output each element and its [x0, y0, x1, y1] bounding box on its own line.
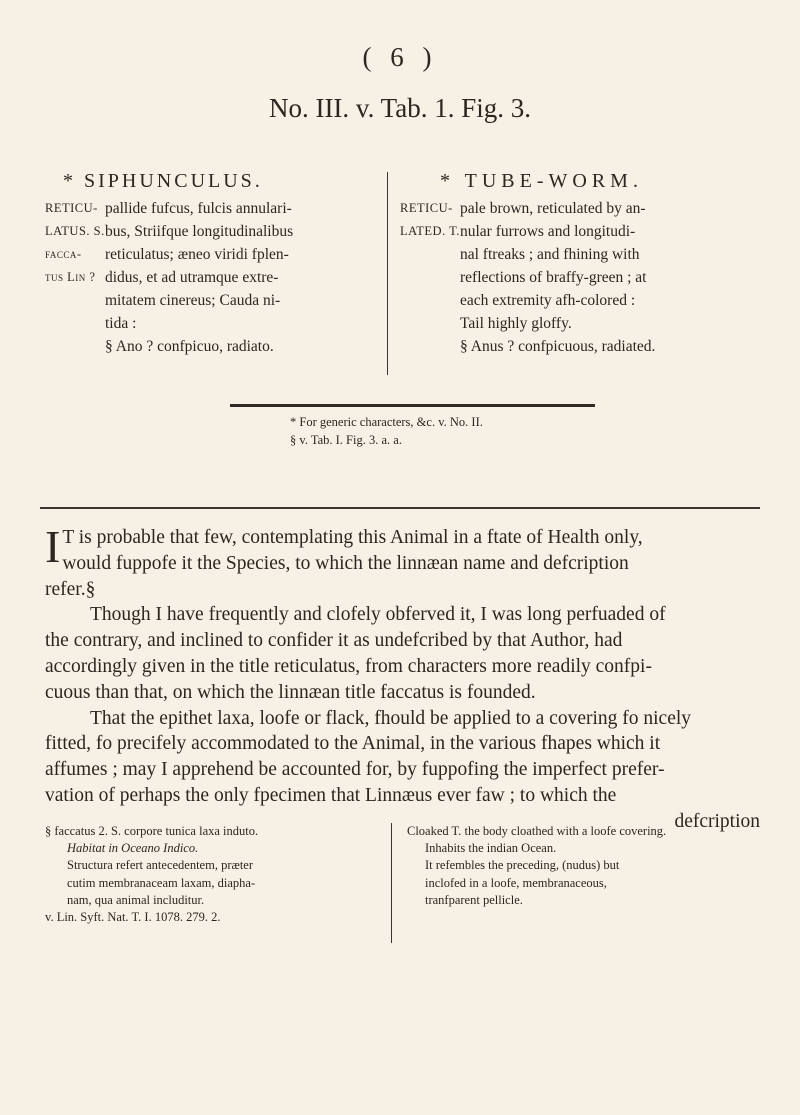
- english-description-text: pale brown, reticulated by an- nular furrows and longitudi- nal ftreaks ; and fhining with reflections of braffy-green ; at each extremity afh-colored : Tail highly gloffy. § Anus ? confpicuous, radiated.: [460, 200, 656, 355]
- body-separator-rule: [40, 507, 760, 509]
- english-description-column: [400, 170, 730, 358]
- latin-genus-title: * SIPHUNCULUS.: [63, 170, 263, 192]
- column-divider: [387, 172, 388, 375]
- latin-footnote: § faccatus 2. S. corpore tunica laxa induto. Habitat in Oceano Indico. Structura refert antecedentem, præter cutim membranaceam laxam, diapha- nam, qua animal includitur. v. Lin. Syft. Nat. T. I. 1078. 279. 2.: [45, 824, 259, 924]
- english-genus-title: * TUBE-WORM.: [440, 170, 643, 192]
- separator-rule: [230, 404, 595, 407]
- english-footnote: Cloaked T. the body cloathed with a loofe covering. Inhabits the indian Ocean. It refembles the preceding, (nudus) but inclofed in a loofe, membranaceous, tranfparent pellicle.: [407, 824, 667, 907]
- top-footnotes: * For generic characters, &c. v. No. II. § v. Tab. I. Fig. 3. a. a.: [290, 415, 483, 447]
- latin-description-column: [45, 170, 363, 358]
- footnote-divider: [391, 823, 392, 943]
- page-number: ( 6 ): [362, 42, 438, 72]
- latin-species-sidenote: RETICU- LATUS. S. facca- tus Lin ?: [45, 201, 105, 284]
- drop-cap: I: [45, 521, 61, 572]
- latin-description-text: pallide fufcus, fulcis annulari- bus, Striifque longitudinalibus reticulatus; æneo viridi fplen- didus, et ad utramque extre- mitatem cinereus; Cauda ni- tida : § Ano ? confpicuo, radiato.: [105, 200, 294, 355]
- plate-reference-heading: No. III. v. Tab. 1. Fig. 3.: [268, 93, 532, 123]
- english-species-sidenote: RETICU- LATED. T.: [400, 201, 460, 238]
- body-text: I T is probable that few, contemplating this Animal in a ftate of Health only, would fuppofe it the Species, to which the linnæan name and defcription refer.§ Though I have frequently and clofely obferved it, I was long perfuaded of the contrary, and inclined to confider it as undefcribed by that Author, had accordingly given in the title reticulatus, from characters more readily confpi- cuous than that, on which the linnæan title faccatus is founded. That the epithet laxa, loofe or flack, fhould be applied to a covering fo nicely fitted, fo precifely accommodated to the Animal, in the various fhapes which it affumes ; may I apprehend be accounted for, by fuppofing the imperfect prefer- vation of perhaps the only fpecimen that Linnæus ever faw ; to which the defcription: [45, 521, 760, 832]
